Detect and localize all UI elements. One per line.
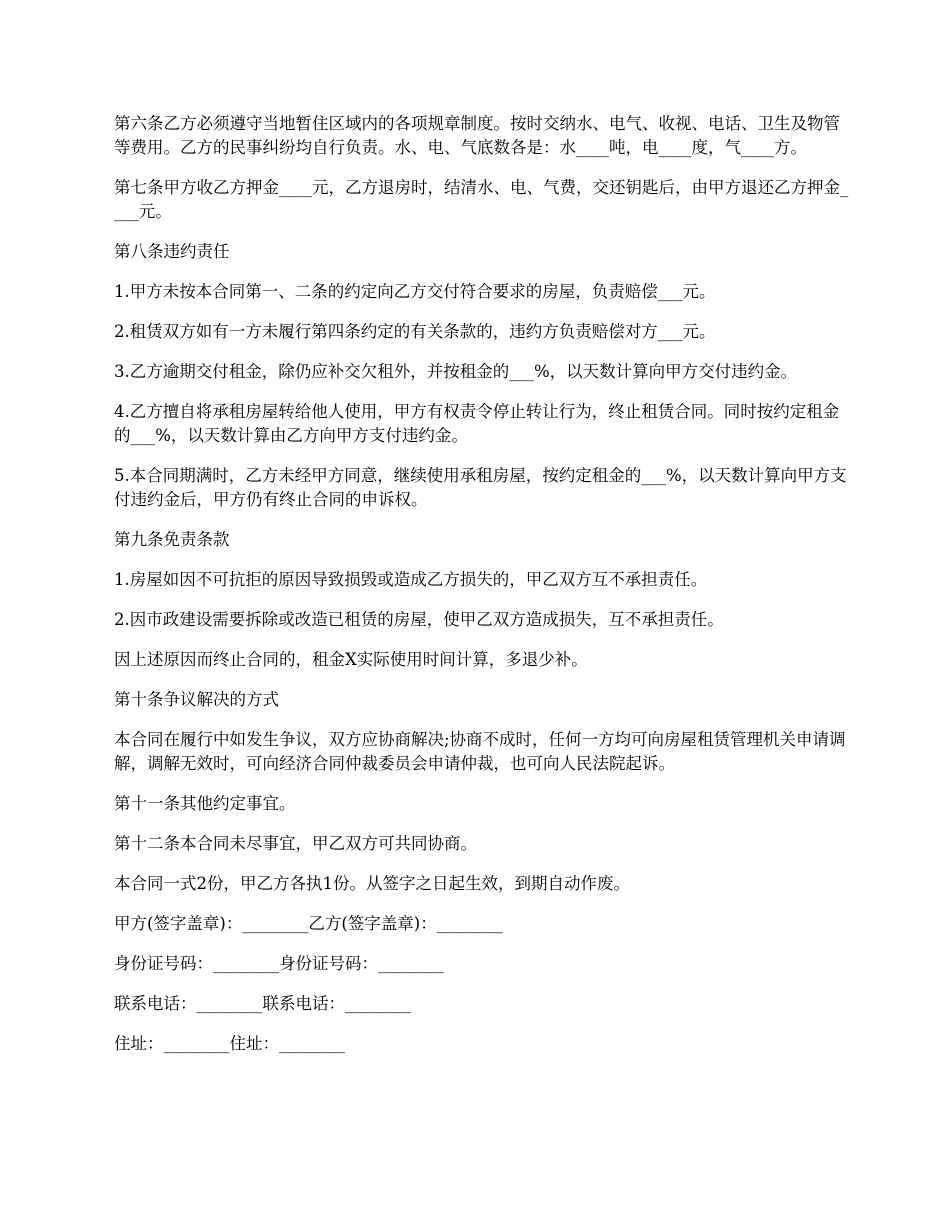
clause-10-body: 本合同在履行中如发生争议，双方应协商解决;协商不成时，任何一方均可向房屋租赁管理机关申请调解，调解无效时，可向经济合同仲裁委员会申请仲裁，也可向人民法院起诉。 xyxy=(114,730,846,773)
id-number-line: 身份证号码：________身份证号码：________ xyxy=(114,954,444,973)
clause-8-item-1: 1.甲方未按本合同第一、二条的约定向乙方交付符合要求的房屋，负责赔偿___元。 xyxy=(114,282,716,301)
clause-6: 第六条乙方必须遵守当地暂住区域内的各项规章制度。按时交纳水、电气、收视、电话、卫生及物管等费用。乙方的民事纠纷均自行负责。水、电、气底数各是：水____吨，电____度，气____方。 xyxy=(114,114,840,157)
clause-10-heading: 第十条争议解决的方式 xyxy=(114,690,279,709)
clause-8-item-5: 5.本合同期满时，乙方未经甲方同意，继续使用承租房屋，按约定租金的___%，以天数计算向甲方支付违约金后，甲方仍有终止合同的申诉权。 xyxy=(114,466,847,509)
clause-12: 第十二条本合同未尽事宜，甲乙双方可共同协商。 xyxy=(114,834,477,853)
phone-line: 联系电话：________联系电话：________ xyxy=(114,994,411,1013)
clause-7: 第七条甲方收乙方押金____元，乙方退房时，结清水、电、气费，交还钥匙后，由甲方退还乙方押金____元。 xyxy=(114,178,849,221)
clause-9-heading: 第九条免责条款 xyxy=(114,530,230,549)
clause-8-item-2: 2.租赁双方如有一方未履行第四条约定的有关条款的，违约方负责赔偿对方___元。 xyxy=(114,322,716,341)
clause-8-heading: 第八条违约责任 xyxy=(114,242,230,261)
clause-8-item-3: 3.乙方逾期交付租金，除仍应补交欠租外，并按租金的___%，以天数计算向甲方交付违约金。 xyxy=(114,362,798,381)
clause-8-item-4: 4.乙方擅自将承租房屋转给他人使用，甲方有权责令停止转让行为，终止租赁合同。同时按约定租金的___%，以天数计算由乙方向甲方支付违约金。 xyxy=(114,402,840,445)
address-line: 住址：________住址：________ xyxy=(114,1034,345,1053)
clause-9-item-2: 2.因市政建设需要拆除或改造已租赁的房屋，使甲乙双方造成损失，互不承担责任。 xyxy=(114,610,724,629)
clause-11: 第十一条其他约定事宜。 xyxy=(114,794,296,813)
clause-9-note: 因上述原因而终止合同的，租金X实际使用时间计算，多退少补。 xyxy=(114,650,588,669)
clause-9-item-1: 1.房屋如因不可抗拒的原因导致损毁或造成乙方损失的，甲乙双方互不承担责任。 xyxy=(114,570,708,589)
copies-statement: 本合同一式2份，甲乙方各执1份。从签字之日起生效，到期自动作废。 xyxy=(114,874,630,893)
document-body xyxy=(114,112,854,1072)
signature-line: 甲方(签字盖章)：________乙方(签字盖章)：________ xyxy=(114,914,503,933)
